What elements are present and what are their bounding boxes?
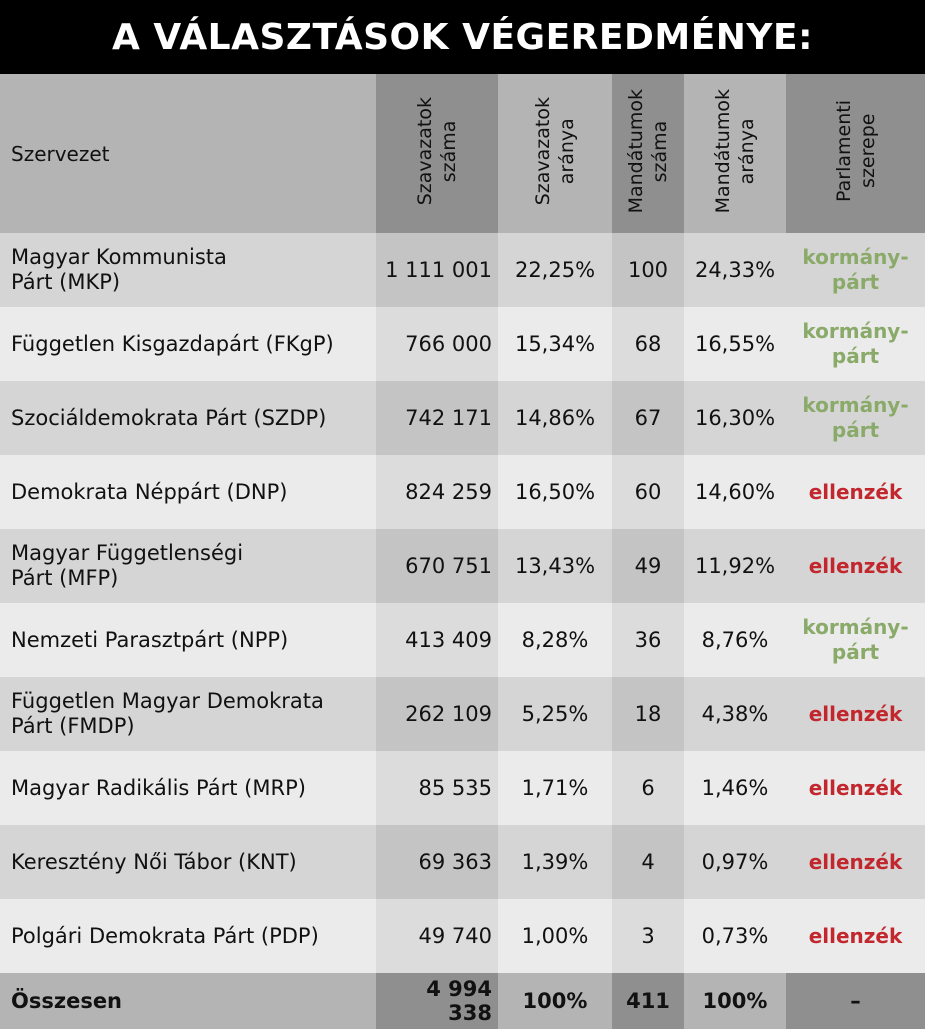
table-row [0,677,925,751]
header-party: Szervezet [0,74,376,233]
vote-share: 15,34% [498,307,612,381]
seat-share: 24,33% [684,233,786,307]
parliamentary-role: kormány- párt [786,233,925,307]
seats-count: 67 [612,381,684,455]
header-seats: Mandátumok száma [612,74,684,233]
parliamentary-role: ellenzék [786,899,925,973]
votes-count: 69 363 [376,825,498,899]
seat-share: 4,38% [684,677,786,751]
seats-count: 60 [612,455,684,529]
table-total-row [0,973,925,1029]
party-name: Magyar Radikális Párt (MRP) [0,751,376,825]
vote-share: 16,50% [498,455,612,529]
table-row [0,529,925,603]
seats-count: 36 [612,603,684,677]
table-header-row [0,74,925,233]
table-row [0,381,925,455]
parliamentary-role: ellenzék [786,455,925,529]
party-name: Magyar Függetlenségi Párt (MFP) [0,529,376,603]
vote-share: 14,86% [498,381,612,455]
seat-share: 16,55% [684,307,786,381]
party-name: Magyar Kommunista Párt (MKP) [0,233,376,307]
seats-count: 4 [612,825,684,899]
total-seats: 411 [612,973,684,1029]
total-role: – [786,973,925,1029]
table-row [0,603,925,677]
party-name: Szociáldemokrata Párt (SZDP) [0,381,376,455]
parliamentary-role: ellenzék [786,529,925,603]
parliamentary-role: ellenzék [786,825,925,899]
votes-count: 413 409 [376,603,498,677]
votes-count: 262 109 [376,677,498,751]
table-row [0,751,925,825]
seats-count: 3 [612,899,684,973]
table-row [0,825,925,899]
votes-count: 670 751 [376,529,498,603]
table-row [0,233,925,307]
votes-count: 49 740 [376,899,498,973]
seat-share: 16,30% [684,381,786,455]
seat-share: 1,46% [684,751,786,825]
party-name: Keresztény Női Tábor (KNT) [0,825,376,899]
party-name: Független Magyar Demokrata Párt (FMDP) [0,677,376,751]
seats-count: 6 [612,751,684,825]
election-results-table [0,74,925,1029]
vote-share: 22,25% [498,233,612,307]
seat-share: 0,97% [684,825,786,899]
votes-count: 742 171 [376,381,498,455]
votes-count: 85 535 [376,751,498,825]
vote-share: 5,25% [498,677,612,751]
header-role: Parlamenti szerepe [786,74,925,233]
seats-count: 18 [612,677,684,751]
seat-share: 11,92% [684,529,786,603]
parliamentary-role: kormány- párt [786,603,925,677]
header-vote-share: Szavazatok aránya [498,74,612,233]
vote-share: 1,00% [498,899,612,973]
seat-share: 0,73% [684,899,786,973]
table-row [0,455,925,529]
party-name: Nemzeti Parasztpárt (NPP) [0,603,376,677]
party-name: Polgári Demokrata Párt (PDP) [0,899,376,973]
seats-count: 100 [612,233,684,307]
seat-share: 14,60% [684,455,786,529]
votes-count: 1 111 001 [376,233,498,307]
parliamentary-role: kormány- párt [786,381,925,455]
total-vote-share: 100% [498,973,612,1029]
party-name: Demokrata Néppárt (DNP) [0,455,376,529]
seat-share: 8,76% [684,603,786,677]
votes-count: 824 259 [376,455,498,529]
table-row [0,899,925,973]
header-votes: Szavazatok száma [376,74,498,233]
table-row [0,307,925,381]
page-title: A VÁLASZTÁSOK VÉGEREDMÉNYE: [0,0,925,74]
header-seat-share: Mandátumok aránya [684,74,786,233]
party-name: Független Kisgazdapárt (FKgP) [0,307,376,381]
vote-share: 13,43% [498,529,612,603]
vote-share: 1,39% [498,825,612,899]
total-seat-share: 100% [684,973,786,1029]
parliamentary-role: kormány- párt [786,307,925,381]
seats-count: 68 [612,307,684,381]
parliamentary-role: ellenzék [786,751,925,825]
votes-count: 766 000 [376,307,498,381]
seats-count: 49 [612,529,684,603]
parliamentary-role: ellenzék [786,677,925,751]
total-label: Összesen [0,973,376,1029]
total-votes: 4 994 338 [376,973,498,1029]
vote-share: 1,71% [498,751,612,825]
vote-share: 8,28% [498,603,612,677]
